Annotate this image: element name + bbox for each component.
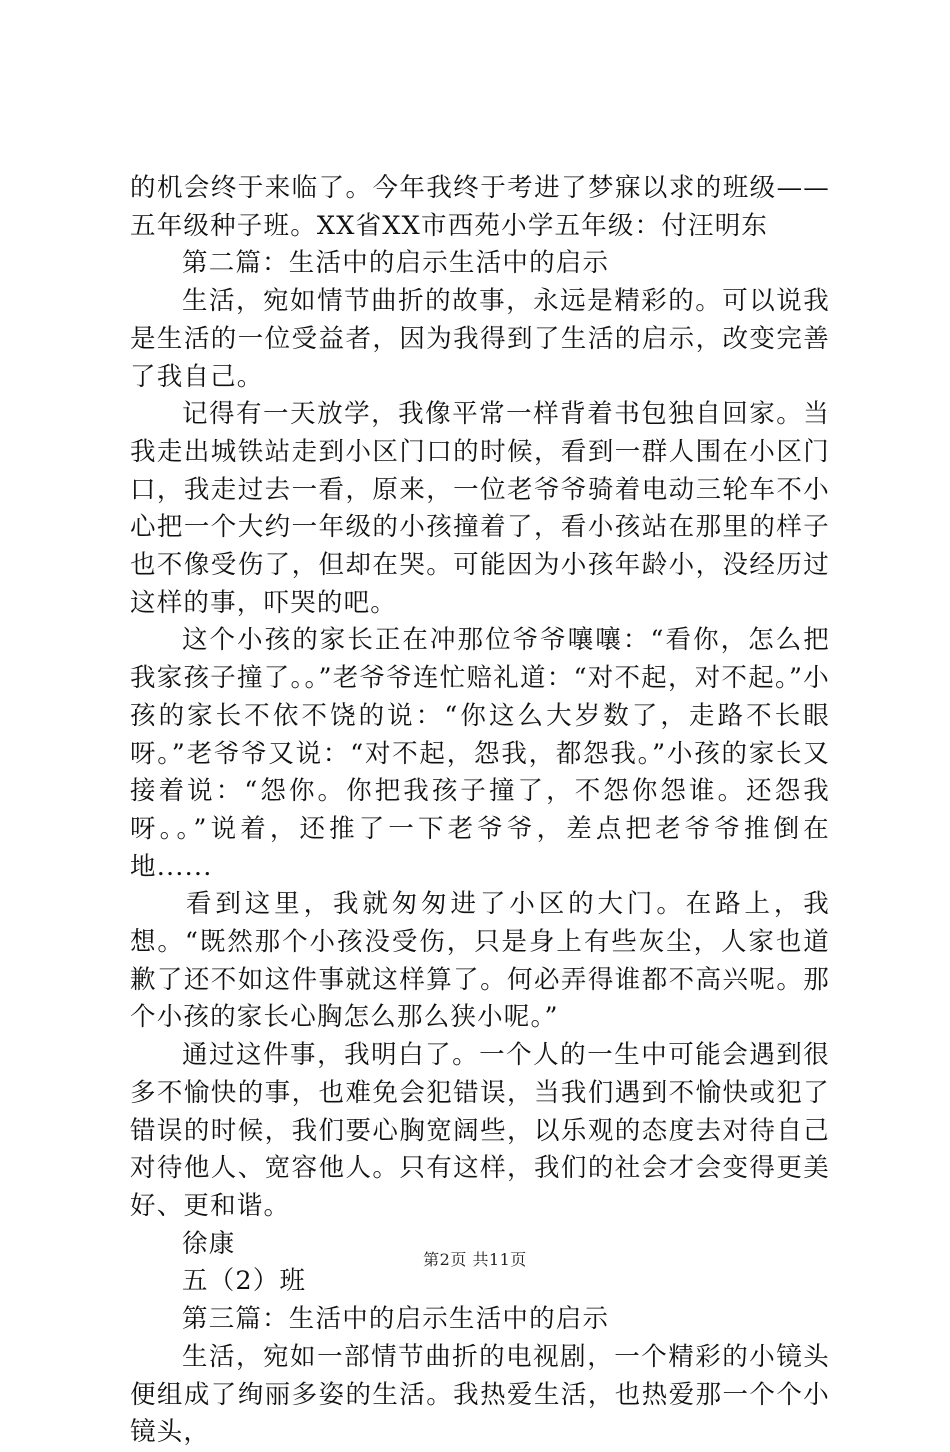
paragraph: 看到这里，我就匆匆进了小区的大门。在路上，我想。“既然那个小孩没受伤，只是身上有些灰尘，人家也道歉了还不如这件事就这样算了。何必弄得谁都不高兴呢。那个小孩的家长心胸怎么那么狭小呢。” xyxy=(130,889,830,1033)
paragraph-continuation: 的机会终于来临了。今年我终于考进了梦寐以求的班级——五年级种子班。XX省XX市西苑小学五年级：付汪明东 xyxy=(130,173,830,241)
paragraph: 生活，宛如一部情节曲折的电视剧，一个精彩的小镜头便组成了绚丽多姿的生活。我热爱生活，也热爱那一个个小镜头， xyxy=(130,1341,830,1448)
paragraph: 生活，宛如情节曲折的故事，永远是精彩的。可以说我是生活的一位受益者，因为我得到了生活的启示，改变完善了我自己。 xyxy=(130,286,830,392)
author-name: 徐康 xyxy=(182,1228,236,1259)
page-number-footer: 第2页 共11页 xyxy=(423,1250,527,1269)
section-heading-3: 第三篇：生活中的启示生活中的启示 xyxy=(182,1304,610,1335)
paragraph: 通过这件事，我明白了。一个人的一生中可能会遇到很多不愉快的事，也难免会犯错误，当我们遇到不愉快或犯了错误的时候，我们要心胸宽阔些，以乐观的态度去对待自己对待他人、宽容他人。只有这样，我们的社会才会变得更美好、更和谐。 xyxy=(130,1040,830,1221)
paragraph: 这个小孩的家长正在冲那位爷爷嚷嚷：“看你，怎么把我家孩子撞了。。”老爷爷连忙赔礼道：“对不起，对不起。”小孩的家长不依不饶的说：“你这么大岁数了，走路不长眼呀。”老爷爷又说：“对不起，怨我，都怨我。”小孩的家长又接着说：“怨你。你把我孩子撞了，不怨你怨谁。还怨我呀。。”说着，还推了一下老爷爷，差点把老爷爷推倒在地...... xyxy=(130,625,830,882)
paragraph: 记得有一天放学，我像平常一样背着书包独自回家。当我走出城铁站走到小区门口的时候，看到一群人围在小区门口，我走过去一看，原来，一位老爷爷骑着电动三轮车不小心把一个大约一年级的小孩撞着了，看小孩站在那里的样子也不像受伤了，但却在哭。可能因为小孩年龄小，没经历过这样的事，吓哭的吧。 xyxy=(130,399,830,618)
author-class: 五（2）班 xyxy=(182,1266,307,1297)
section-heading-2: 第二篇：生活中的启示生活中的启示 xyxy=(182,248,610,279)
